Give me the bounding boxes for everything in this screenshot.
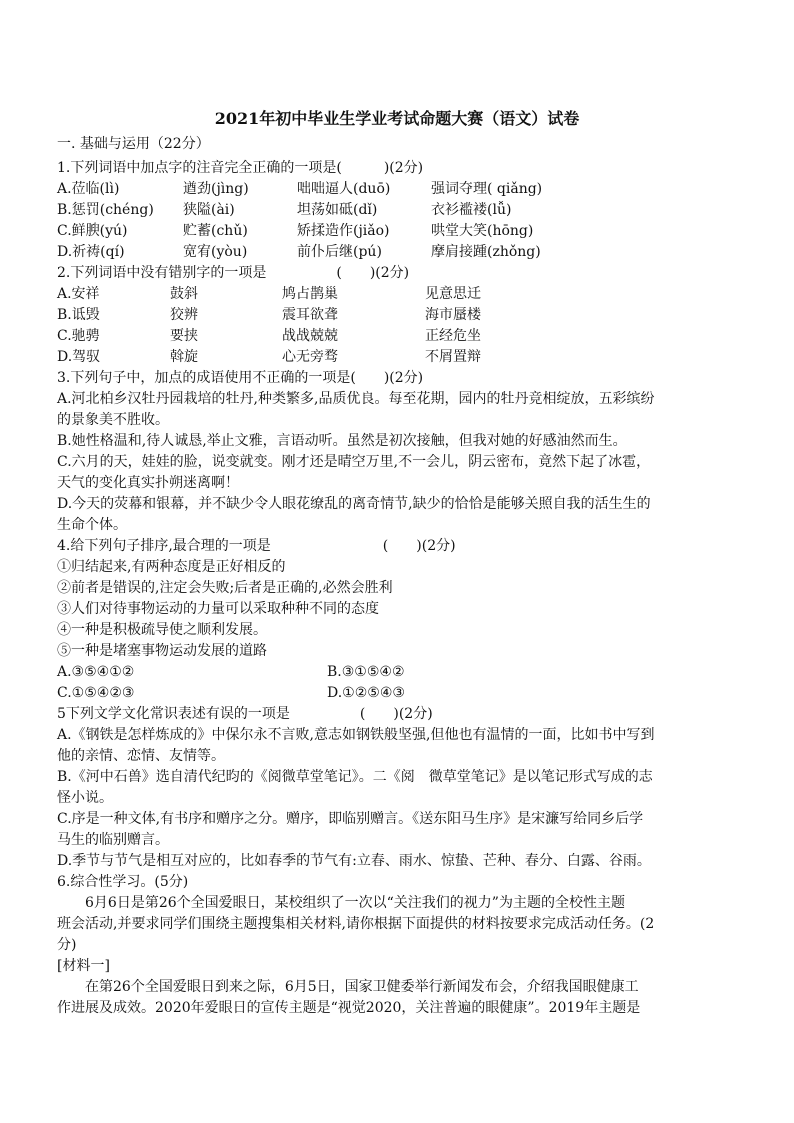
q3-line: 天气的变化真实扑朔迷离啊！ xyxy=(57,475,239,491)
q2-c-4: 正经危坐 xyxy=(425,328,481,344)
q2-d-2: 斡旋 xyxy=(170,349,198,365)
q4-item: ③人们对待事物运动的力量可以采取种种不同的态度 xyxy=(57,601,379,617)
q1-d-1: D.祈祷(qí) xyxy=(57,244,125,260)
section-heading: 一. 基础与运用（22分） xyxy=(57,136,210,152)
q1-d-3: 前仆后继(pú) xyxy=(297,244,382,260)
material-label: [材料一] xyxy=(57,958,110,974)
q2-d-3: 心无旁骛 xyxy=(282,349,338,365)
q4-option-d: D.①②⑤④③ xyxy=(327,685,405,701)
q5-line: A.《钢铁是怎样炼成的》中保尔永不言败,意志如钢铁般坚强,但他也有温情的一面，比如书中写到 xyxy=(57,727,655,743)
q5-line: C.序是一种文体,有书序和赠序之分。赠序，即临别赠言。《送东阳马生序》是宋濂写给同乡后学 xyxy=(57,811,644,827)
q2-b-2: 狡辨 xyxy=(170,307,198,323)
q3-line: D.今天的荧幕和银幕，并不缺少令人眼花缭乱的离奇情节,缺少的恰恰是能够关照自我的活生生的 xyxy=(57,496,651,512)
q4-option-c: C.①⑤④②③ xyxy=(57,685,135,701)
q2-stem: 2.下列词语中没有错别字的一项是 ( )(2分) xyxy=(57,265,410,281)
q1-c-3: 矫揉造作(jiǎo) xyxy=(297,223,390,239)
q2-c-3: 战战兢兢 xyxy=(282,328,338,344)
q1-c-2: 贮蓄(chǔ) xyxy=(183,223,248,239)
q4-item: ⑤一种是堵塞事物运动发展的道路 xyxy=(57,643,267,659)
q2-b-1: B.诋毁 xyxy=(57,307,100,323)
q5-line: 他的亲情、恋情、友情等。 xyxy=(57,748,225,764)
q5-line: B.《河中石兽》选自清代纪昀的《阅微草堂笔记》。二《阅 微草堂笔记》是以笔记形式写成的志 xyxy=(57,769,653,785)
q5-line: 怪小说。 xyxy=(57,790,113,806)
q2-a-3: 鸠占鹊巢 xyxy=(282,286,338,302)
q6-line: 班会活动,并要求同学们围绕主题搜集相关材料,请你根据下面提供的材料按要求完成活动任务。(2 xyxy=(57,916,655,932)
q1-c-4: 哄堂大笑(hōng) xyxy=(431,223,534,239)
material-line: 在第26个全国爱眼日到来之际，6月5日，国家卫健委举行新闻发布会，介绍我国眼健康工 xyxy=(57,979,639,995)
q2-a-4: 见意思迁 xyxy=(425,286,481,302)
q2-a-1: A.安祥 xyxy=(57,286,100,302)
q4-item: ④一种是积极疏导使之顺利发展。 xyxy=(57,622,267,638)
q5-line: D.季节与节气是相互对应的，比如春季的节气有:立春、雨水、惊蛰、芒种、春分、白露、谷雨。 xyxy=(57,853,651,869)
q4-item: ①归结起来,有两种态度是正好相反的 xyxy=(57,559,286,575)
material-line: 作进展及成效。2020年爱眼日的宣传主题是“视觉2020，关注普遍的眼健康”。2019年主题是 xyxy=(57,1000,641,1016)
q1-stem: 1.下列词语中加点字的注音完全正确的一项是( )(2分) xyxy=(57,160,424,176)
q1-d-4: 摩肩接踵(zhǒng) xyxy=(431,244,541,260)
q4-stem: 4.给下列句子排序,最合理的一项是 ( )(2分) xyxy=(57,538,456,554)
q6-stem: 6.综合性学习。(5分) xyxy=(57,874,189,890)
q1-b-4: 衣衫褴褛(lǚ) xyxy=(431,202,512,218)
q1-b-3: 坦荡如砥(dǐ) xyxy=(297,202,378,218)
q2-c-2: 要挟 xyxy=(170,328,198,344)
q5-stem: 5下列文学文化常识表述有误的一项是 ( )(2分) xyxy=(57,706,433,722)
q2-b-3: 震耳欲聋 xyxy=(282,307,338,323)
q2-d-1: D.驾驭 xyxy=(57,349,101,365)
q4-item: ②前者是错误的,注定会失败;后者是正确的,必然会胜利 xyxy=(57,580,393,596)
q3-line: 生命个体。 xyxy=(57,517,127,533)
q4-option-b: B.③①⑤④② xyxy=(327,664,405,680)
q2-a-2: 鼓斜 xyxy=(170,286,198,302)
q4-option-a: A.③⑤④①② xyxy=(57,664,135,680)
q2-d-4: 不屑置辩 xyxy=(425,349,481,365)
q1-a-4: 强词夺理( qiǎng) xyxy=(431,181,543,197)
q2-c-1: C.驰骋 xyxy=(57,328,100,344)
q1-b-1: B.惩罚(chéng) xyxy=(57,202,154,218)
q3-line: 的景象美不胜收。 xyxy=(57,412,169,428)
q1-d-2: 宽宥(yòu) xyxy=(183,244,248,260)
q1-c-1: C.鲜腴(yú) xyxy=(57,223,128,239)
q6-line: 6月6日是第26个全国爱眼日，某校组织了一次以“关注我们的视力”为主题的全校性主题 xyxy=(57,895,625,911)
q3-line: B.她性格温和,待人诚恳,举止文雅，言语动听。虽然是初次接触，但我对她的好感油然而生。 xyxy=(57,433,627,449)
q1-a-1: A.莅临(lì) xyxy=(57,181,120,197)
q3-line: C.六月的天，娃娃的脸，说变就变。刚才还是晴空万里,不一会儿，阴云密布，竟然下起了冰雹， xyxy=(57,454,651,470)
q3-stem: 3.下列句子中，加点的成语使用不正确的一项是( )(2分) xyxy=(57,370,424,386)
q1-a-3: 咄咄逼人(duō) xyxy=(297,181,391,197)
q2-b-4: 海市蜃楼 xyxy=(425,307,481,323)
page-title: 2021年初中毕业生学业考试命题大赛（语文）试卷 xyxy=(214,109,580,128)
q3-line: A.河北柏乡汉牡丹园栽培的牡丹,种类繁多,品质优良。每至花期，园内的牡丹竞相绽放，五彩缤纷 xyxy=(57,391,655,407)
q5-line: 马生的临别赠言。 xyxy=(57,832,169,848)
q1-a-2: 遒劲(jìng) xyxy=(183,181,249,197)
q6-line: 分) xyxy=(57,937,77,953)
q1-b-2: 狭隘(ài) xyxy=(183,202,235,218)
